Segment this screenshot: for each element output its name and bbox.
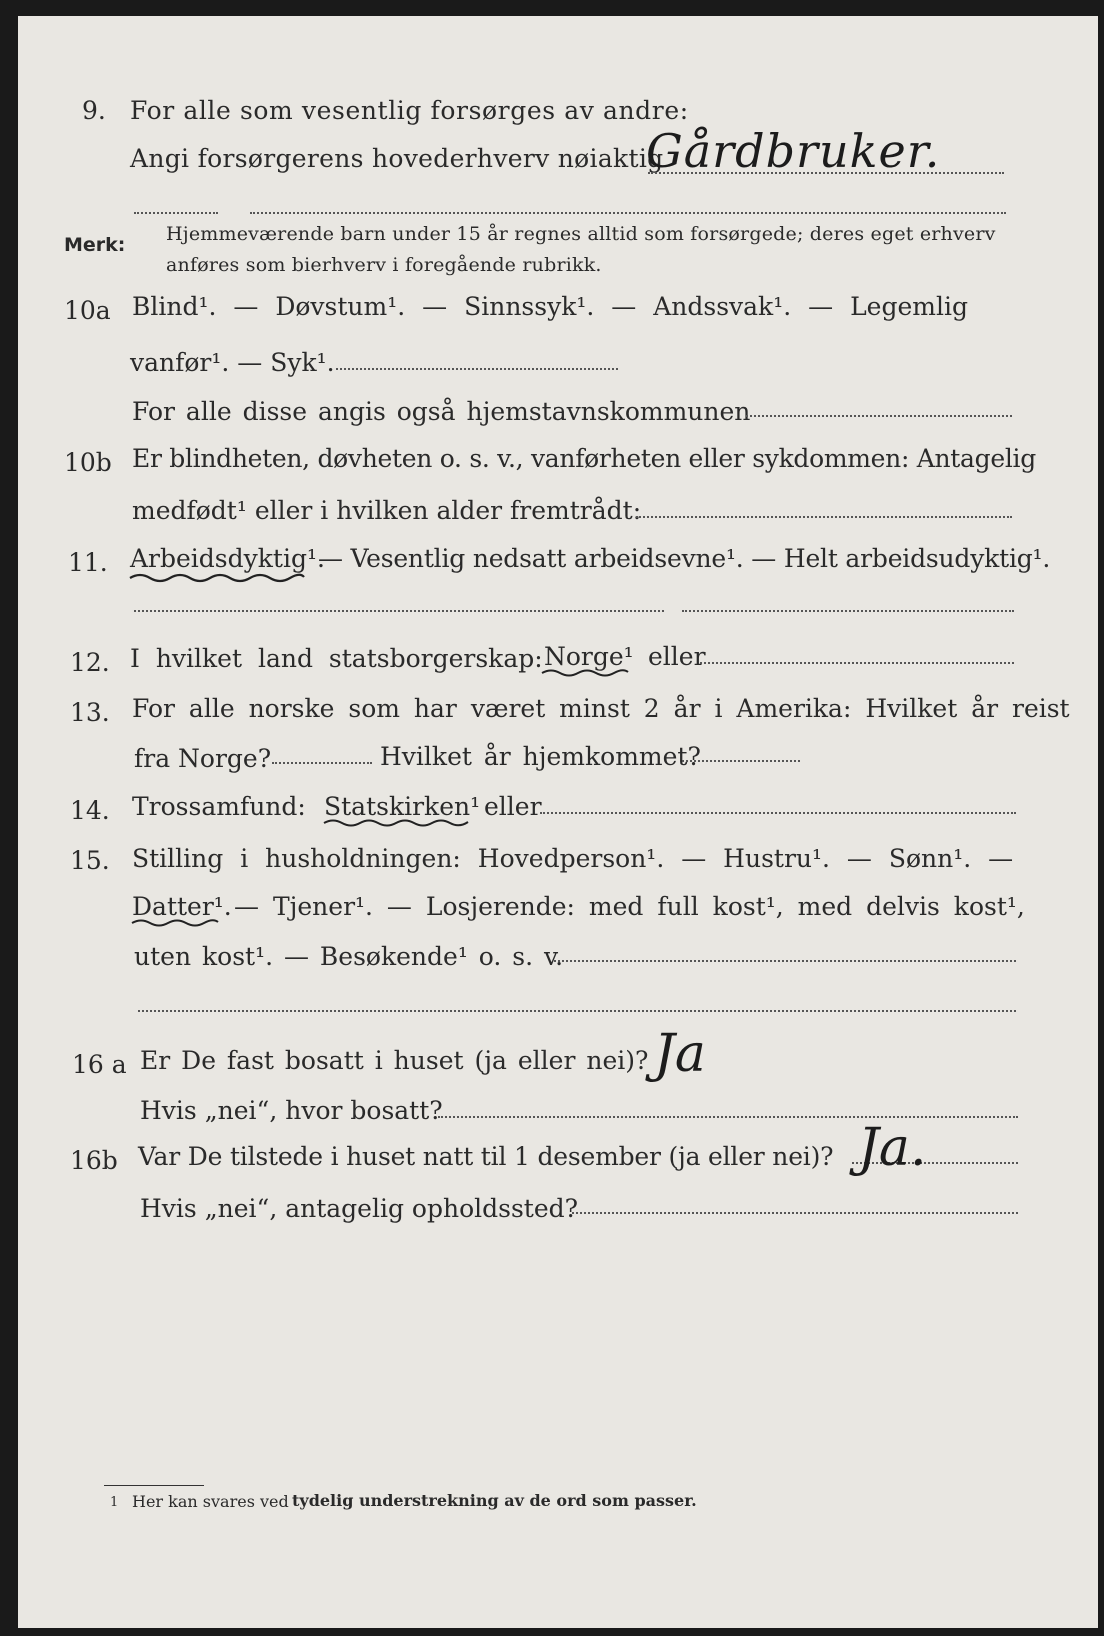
footnote-text-b: tydelig understrekning av de ord som passer.: [292, 1491, 697, 1510]
footnote-mark: 1: [110, 1495, 119, 1510]
q12-eller: eller: [648, 642, 706, 671]
q10b-line1: Er blindheten, døvheten o. s. v., vanførheten eller sykdommen: Antagelig: [132, 444, 1036, 473]
q9-answer-line: [648, 172, 1004, 174]
q15-underline-mark: [130, 916, 220, 928]
q15-line3: uten kost¹. — Besøkende¹ o. s. v.: [134, 942, 564, 971]
q14-text: Trossamfund:: [132, 792, 306, 821]
q10a-syk-line: [336, 368, 618, 370]
q14-underline-mark: [322, 816, 472, 828]
merk-line1: Hjemmeværende barn under 15 år regnes alltid som forsørgede; deres eget erhverv: [166, 223, 996, 245]
q13-reist-line: [272, 762, 372, 764]
q11-rest: — Vesentlig nedsatt arbeidsevne¹. — Helt arbeidsudyktig¹.: [318, 544, 1051, 573]
q16a-answer-handwriting: Ja: [654, 1024, 706, 1084]
footnote-rule: [104, 1485, 204, 1486]
q10a-line1: Blind¹. — Døvstum¹. — Sinnssyk¹. — Andssvak¹. — Legemlig: [132, 292, 968, 321]
q14-statskirken: Statskirken¹: [324, 792, 481, 821]
q10a-line3: For alle disse angis også hjemstavnskommunen: [132, 397, 751, 426]
q10a-hjemstavn-line: [746, 415, 1012, 417]
q15-line1: Stilling i husholdningen: Hovedperson¹. — Hustru¹. — Sønn¹. —: [132, 844, 1014, 873]
form-page: [18, 16, 1098, 1628]
q15-answer-line: [554, 960, 1016, 962]
q15-datter: Datter¹.: [132, 892, 232, 921]
q11-line-a: [134, 610, 664, 612]
q10b-answer-line: [636, 516, 1012, 518]
question-number: 13.: [70, 698, 110, 727]
q16a-line1: Er De fast bosatt i huset (ja eller nei)?: [140, 1046, 649, 1075]
q12-underline-mark: [540, 666, 630, 678]
q11-underline-mark: [128, 570, 306, 584]
q9-line1: For alle som vesentlig forsørges av andre:: [130, 96, 689, 125]
question-number: 12.: [70, 648, 110, 677]
question-number: 11.: [68, 548, 108, 577]
question-number: 14.: [70, 796, 110, 825]
question-number: 10b: [64, 448, 112, 477]
q16a-answer-line: [438, 1116, 1018, 1118]
q9-answer-handwriting: Gårdbruker.: [646, 124, 941, 178]
q13-hjemkommet-line: [682, 760, 800, 762]
q13-line1: For alle norske som har været minst 2 år i Amerika: Hvilket år reist: [132, 694, 1070, 723]
q16b-answer-line-2: [572, 1212, 1018, 1214]
q16b-answer-handwriting: Ja.: [858, 1118, 927, 1178]
q10a-line2: vanfør¹. — Syk¹.: [130, 348, 335, 377]
question-number: 10a: [64, 296, 111, 325]
question-number: 16 a: [72, 1050, 127, 1079]
q16b-line1: Var De tilstede i huset natt til 1 desember (ja eller nei)?: [138, 1142, 834, 1171]
q14-answer-line: [540, 812, 1016, 814]
q16a-line2: Hvis „nei“, hvor bosatt?: [140, 1096, 443, 1125]
footnote-text-a: Her kan svares ved: [132, 1492, 289, 1511]
q14-eller: eller: [484, 792, 542, 821]
q11-line-b: [682, 610, 1014, 612]
q16b-line2: Hvis „nei“, antagelig opholdssted?: [140, 1194, 579, 1223]
question-number: 9.: [82, 96, 106, 125]
question-number: 16b: [70, 1146, 118, 1175]
q12-answer-line: [700, 662, 1014, 664]
merk-label: Merk:: [64, 234, 126, 256]
q11-arbeidsdyktig: Arbeidsdyktig¹.: [130, 544, 325, 573]
q10b-line2: medfødt¹ eller i hvilken alder fremtrådt:: [132, 496, 642, 525]
q12-norge: Norge¹: [544, 642, 634, 671]
merk-line2: anføres som bierhverv i foregående rubrikk.: [166, 254, 602, 276]
q13-line2b: Hvilket år hjemkommet?: [380, 742, 701, 771]
q15-line2: — Tjener¹. — Losjerende: med full kost¹, med delvis kost¹,: [234, 892, 1025, 921]
q9-blank-line-short: [134, 212, 218, 214]
q12-text: I hvilket land statsborgerskap:: [130, 644, 543, 673]
q9-blank-line-long: [250, 212, 1006, 214]
q13-line2a: fra Norge?: [134, 744, 272, 773]
question-number: 15.: [70, 846, 110, 875]
q15-blank-line: [138, 1010, 1016, 1012]
q9-line2: Angi forsørgerens hovederhverv nøiaktig: [130, 144, 664, 173]
